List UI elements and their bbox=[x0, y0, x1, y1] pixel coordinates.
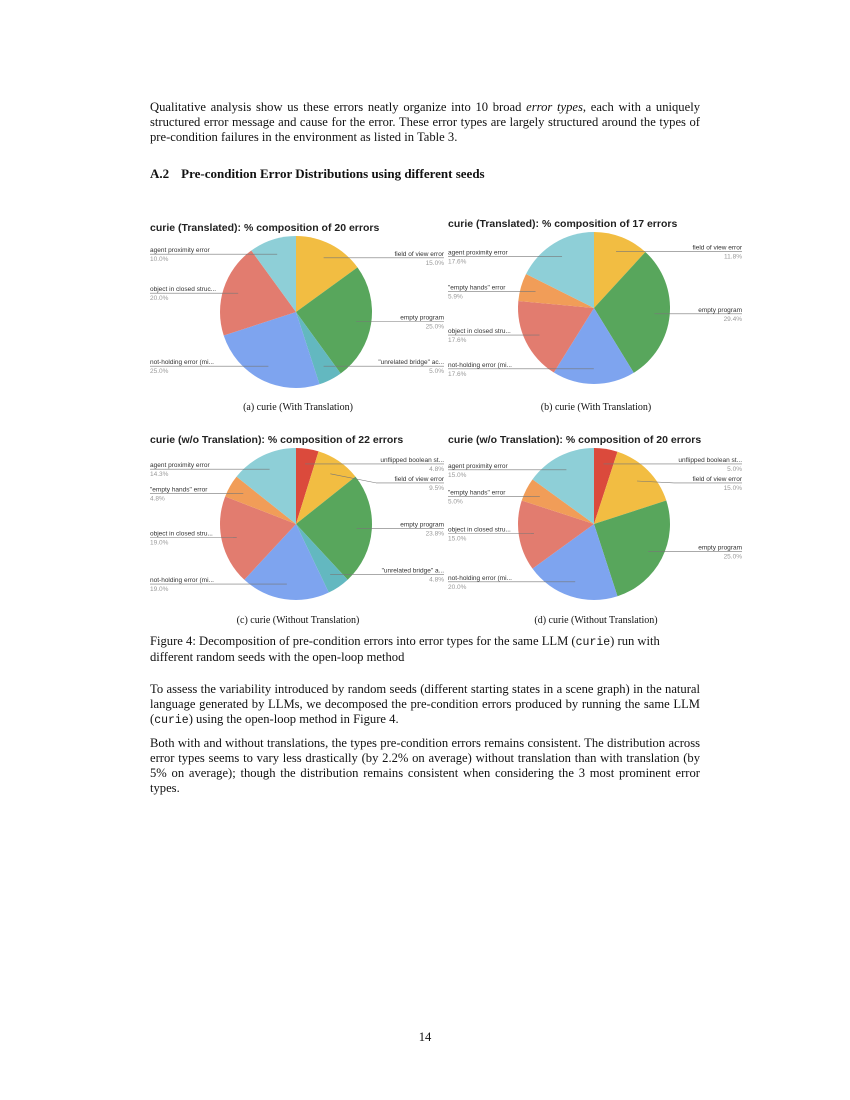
slice-label: field of view error bbox=[692, 244, 742, 252]
slice-value-label: 15.0% bbox=[448, 471, 467, 479]
pie-chart-c bbox=[148, 430, 448, 610]
slice-label: agent proximity error bbox=[448, 249, 508, 257]
caption-text: Figure 4: Decomposition of pre-condition errors into error types for the same LLM ( bbox=[150, 634, 576, 648]
subcaption-d: (d) curie (Without Translation) bbox=[534, 615, 658, 626]
slice-value-label: 23.8% bbox=[425, 530, 444, 538]
body-text-end: ) using the open-loop method in Figure 4. bbox=[188, 712, 399, 726]
chart-title: curie (w/o Translation): % composition of 20 errors bbox=[448, 434, 702, 446]
subcaption-a: (a) curie (With Translation) bbox=[243, 402, 353, 413]
body-paragraph-2: Both with and without translations, the types pre-condition errors remains consistent. The distribution across error types seems to vary less drastically (by 2.2% on average) without translation than with translation (by 5% on average); though the distribution remains consistent when considering the 3 most prominent error types. bbox=[150, 736, 700, 795]
slice-label: object in closed stru... bbox=[448, 328, 511, 336]
slice-value-label: 25.0% bbox=[723, 553, 742, 561]
slice-value-label: 15.0% bbox=[425, 259, 444, 267]
slice-value-label: 17.6% bbox=[448, 258, 467, 266]
slice-value-label: 20.0% bbox=[448, 583, 467, 591]
slice-value-label: 11.8% bbox=[724, 253, 742, 261]
slice-label: not-holding error (mi... bbox=[448, 574, 512, 582]
slice-label: empty program bbox=[400, 314, 444, 322]
slice-label: empty program bbox=[698, 306, 742, 314]
slice-label: object in closed stru... bbox=[448, 526, 511, 534]
slice-label: object in closed struc... bbox=[150, 286, 217, 294]
chart-title: curie (Translated): % composition of 17 errors bbox=[448, 218, 678, 230]
chart-title: curie (w/o Translation): % composition of 22 errors bbox=[150, 434, 404, 446]
body-paragraph-1 bbox=[150, 682, 700, 728]
slice-label: agent proximity error bbox=[150, 462, 210, 470]
slice-label: object in closed stru... bbox=[150, 530, 213, 538]
slice-value-label: 17.6% bbox=[448, 337, 467, 345]
slice-label: field of view error bbox=[394, 250, 444, 258]
slice-label: agent proximity error bbox=[150, 247, 210, 255]
slice-value-label: 20.0% bbox=[150, 295, 169, 303]
slice-value-label: 15.0% bbox=[723, 484, 742, 492]
slice-value-label: 10.0% bbox=[150, 256, 169, 264]
section-heading bbox=[150, 166, 497, 182]
slice-value-label: 17.6% bbox=[448, 370, 467, 378]
slice-value-label: 4.8% bbox=[429, 465, 444, 473]
slice-label: "empty hands" error bbox=[448, 489, 506, 497]
body-text: To assess the variability introduced by random seeds (different starting states in a scene graph) in the natural language generated by LLMs, we decomposed the pre-condition errors produced by running the same LLM ( bbox=[150, 682, 700, 726]
intro-emphasis: error types bbox=[526, 100, 583, 114]
slice-value-label: 5.0% bbox=[448, 498, 463, 506]
slice-value-label: 9.5% bbox=[429, 484, 444, 492]
slice-label: not-holding error (mi... bbox=[448, 361, 512, 369]
subcaption-b: (b) curie (With Translation) bbox=[540, 402, 652, 413]
slice-value-label: 4.8% bbox=[150, 495, 165, 503]
slice-value-label: 15.0% bbox=[448, 535, 467, 543]
caption-code: curie bbox=[575, 636, 611, 649]
slice-label: not-holding error (mi... bbox=[150, 359, 214, 367]
slice-value-label: 19.0% bbox=[150, 539, 169, 547]
slice-label: "empty hands" error bbox=[448, 284, 506, 292]
slice-value-label: 25.0% bbox=[150, 368, 169, 376]
slice-value-label: 19.0% bbox=[150, 586, 169, 594]
intro-paragraph bbox=[150, 100, 700, 145]
slice-label: "unrelated bridge" ac... bbox=[378, 359, 444, 367]
slice-label: "empty hands" error bbox=[150, 486, 208, 494]
pie-chart-b bbox=[446, 214, 746, 394]
slice-label: unflipped boolean st... bbox=[678, 456, 742, 464]
slice-label: agent proximity error bbox=[448, 462, 508, 470]
pie-chart-a bbox=[148, 218, 448, 398]
slice-label: empty program bbox=[698, 544, 742, 552]
figure-caption bbox=[150, 634, 700, 665]
section-number: A.2 bbox=[150, 166, 170, 181]
section-title: Pre-condition Error Distributions using different seeds bbox=[181, 166, 485, 181]
slice-value-label: 14.3% bbox=[150, 471, 169, 479]
slice-value-label: 25.0% bbox=[425, 323, 444, 331]
intro-text: Qualitative analysis show us these errors neatly organize into 10 broad bbox=[150, 100, 527, 114]
slice-value-label: 5.9% bbox=[448, 293, 463, 301]
slice-value-label: 5.0% bbox=[727, 465, 742, 473]
slice-label: unflipped boolean st... bbox=[380, 456, 444, 464]
slice-value-label: 4.8% bbox=[429, 576, 444, 584]
slice-label: field of view error bbox=[394, 475, 444, 483]
intro-text-rest: , each with a uniquely structured error message and cause for the error. These error types are largely structured around the types of pre-condition failures in the environment as listed in Table 3. bbox=[150, 100, 700, 144]
chart-title: curie (Translated): % composition of 20 errors bbox=[150, 222, 380, 234]
subcaption-c: (c) curie (Without Translation) bbox=[236, 615, 360, 626]
slice-value-label: 29.4% bbox=[723, 315, 742, 323]
page-number: 14 bbox=[418, 1030, 432, 1044]
slice-label: "unrelated bridge" a... bbox=[381, 567, 444, 575]
slice-label: not-holding error (mi... bbox=[150, 577, 214, 585]
slice-value-label: 5.0% bbox=[429, 368, 444, 376]
slice-label: field of view error bbox=[692, 475, 742, 483]
slice-label: empty program bbox=[400, 521, 444, 529]
body-code: curie bbox=[154, 714, 189, 727]
pie-chart-d bbox=[446, 430, 746, 610]
caption-text-end: ) run with different random seeds with the open-loop method bbox=[150, 634, 660, 664]
